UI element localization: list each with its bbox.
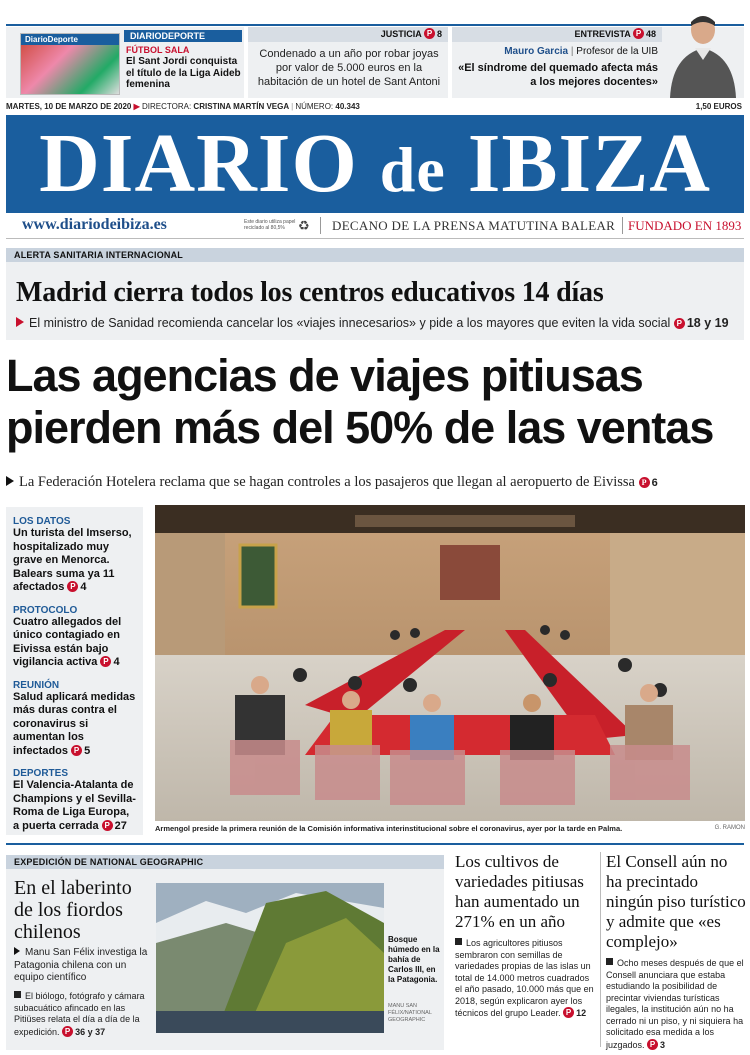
bullet-icon xyxy=(14,991,21,998)
bullet-icon xyxy=(455,938,462,945)
founded: FUNDADO EN 1893 xyxy=(628,218,742,233)
promo-justicia[interactable] xyxy=(248,27,448,98)
brief-text: Salud aplicará medidas más duras contra el coronavirus si aumentan los infectados xyxy=(13,690,136,757)
alert-subhead xyxy=(16,316,729,330)
natgeo-text-block xyxy=(14,991,154,1038)
cultivos-story[interactable] xyxy=(455,852,595,1020)
deporte-headline: El Sant Jordi conquista el título de la Liga Aideb femenina xyxy=(126,56,241,90)
arrow-icon xyxy=(6,476,14,486)
natgeo-sub-text: Manu San Félix investiga la Patagonia chilena con un equipo científico xyxy=(14,947,148,983)
entrevista-byline: Mauro Garcia | Profesor de la UIB xyxy=(504,46,658,57)
brief-page: 27 xyxy=(114,819,127,832)
entrevista-section-label: ENTREVISTA xyxy=(574,29,631,39)
section-divider xyxy=(6,843,744,845)
cultivos-headline: Los cultivos de variedades pitiusas han aumentado un 271% en un año xyxy=(455,852,584,931)
main-photo[interactable] xyxy=(155,505,745,821)
natgeo-block[interactable] xyxy=(6,855,444,1050)
deporte-category: FÚTBOL SALA xyxy=(126,45,190,55)
masthead-title xyxy=(6,117,744,213)
masthead-title-c: IBIZA xyxy=(467,117,711,210)
edition-date: MARTES, 10 DE MARZO DE 2020 xyxy=(6,102,132,111)
column-divider xyxy=(600,852,601,1047)
natgeo-pages: 36 y 37 xyxy=(75,1026,106,1037)
masthead-title-a: DIARIO xyxy=(39,117,358,210)
brief-item[interactable] xyxy=(13,605,136,670)
dateline: MARTES, 10 DE MARZO DE 2020 ▶ DIRECTORA: CRISTINA MARTÍN VEGA | NÚMERO: 40.343 1,50 EUROS xyxy=(6,102,742,111)
promo-entrevista[interactable] xyxy=(452,27,744,98)
justicia-text: Condenado a un año por robar joyas por valor de 5.000 euros en la habitación de un hotel de Sant Antoni xyxy=(257,48,441,88)
bullet-icon xyxy=(606,958,613,965)
lead-subhead xyxy=(6,474,746,491)
recycle-icon: ♻ xyxy=(298,218,310,233)
brief-text: El Valencia-Atalanta de Champions y el Sevilla-Roma de Liga Europa, a puerta cerrada xyxy=(13,779,136,832)
tagline: DECANO DE LA PRENSA MATUTINA BALEAR xyxy=(332,218,616,233)
alert-pages: 18 y 19 xyxy=(686,316,729,330)
brief-text: Cuatro allegados del único contagiado en Eivissa están bajo vigilancia activa xyxy=(13,615,122,668)
promo-deporte[interactable] xyxy=(6,27,244,98)
lead-headline-line2: pierden más del 50% de las ventas xyxy=(6,402,714,453)
deporte-thumb-label: DiarioDeporte xyxy=(21,34,119,45)
brief-page: 4 xyxy=(113,656,120,668)
deporte-thumbnail xyxy=(20,33,120,95)
photo-caption xyxy=(155,824,745,833)
website-link[interactable]: www.diariodeibiza.es xyxy=(22,216,167,233)
natgeo-photo-caption: Bosque húmedo en la bahía de Carlos III, en la Patagonia. xyxy=(388,935,440,984)
arrow-icon xyxy=(16,317,24,327)
price: 1,50 EUROS xyxy=(695,102,742,111)
consell-headline: El Consell aún no ha precintado ningún piso turístico y admite que «es complejo» xyxy=(606,852,746,951)
natgeo-subhead xyxy=(14,947,154,985)
divider xyxy=(622,217,623,234)
natgeo-section-label: EXPEDICIÓN DE NATIONAL GEOGRAPHIC xyxy=(6,855,444,869)
brief-category: DEPORTES xyxy=(13,768,69,779)
arrow-icon xyxy=(14,947,20,955)
page-icon: P xyxy=(647,1039,658,1050)
director-name: CRISTINA MARTÍN VEGA xyxy=(193,102,289,111)
brief-category: PROTOCOLO xyxy=(13,604,78,616)
natgeo-text: El biólogo, fotógrafo y cámara subacuático afincado en las Pitiüses relata el día a día de la expedición. xyxy=(14,991,145,1037)
consell-text: Ocho meses después de que el Consell anunciara que estaba estudiando la posibilidad de precintar viviendas turísticas ilegales, la institución aún no ha cerrado ni un piso, y ni siquiera ha solicitado esa medida a los juzgados. xyxy=(606,958,744,1050)
entrevista-portrait xyxy=(662,8,744,98)
alert-block[interactable] xyxy=(6,248,744,340)
brief-page: 5 xyxy=(84,744,91,757)
masthead-title-b: de xyxy=(379,134,446,205)
natgeo-photo-credit: MANU SAN FÉLIX/NATIONAL GEOGRAPHIC xyxy=(388,1003,432,1023)
page-icon: P xyxy=(102,820,113,831)
consell-page: 3 xyxy=(660,1039,666,1050)
lead-sub-text: La Federación Hotelera reclama que se hagan controles a los pasajeros que llegan al aeropuerto de Eivissa xyxy=(19,474,635,490)
justicia-page: 8 xyxy=(436,29,442,39)
director-label: DIRECTORA: xyxy=(141,102,192,111)
lead-headline-line1: Las agencias de viajes pitiusas xyxy=(6,350,643,401)
page-icon: P xyxy=(633,28,644,39)
alert-section-label: ALERTA SANITARIA INTERNACIONAL xyxy=(6,248,744,262)
recycled-note: Este diario utiliza papel reciclado al 80,5% xyxy=(244,219,296,231)
lead-page: 6 xyxy=(651,477,658,489)
brief-item[interactable] xyxy=(13,680,136,759)
page-icon: P xyxy=(100,656,111,667)
page-icon: P xyxy=(639,477,650,488)
brief-item[interactable] xyxy=(13,768,136,833)
entrevista-header xyxy=(452,27,662,42)
entrevista-name: Mauro Garcia xyxy=(504,46,569,57)
divider xyxy=(320,217,321,234)
entrevista-role: Profesor de la UIB xyxy=(576,46,658,57)
cultivos-text: Los agricultores pitiusos sembraron con semillas de variedades propias de las islas un total de 14.000 metros cuadrados el año pasado, 10.000 más que en 2018, según explicaron ayer los técnicos del grupo Leader. xyxy=(455,938,594,1018)
brief-text: Un turista del Imserso, hospitalizado muy grave en Menorca. Balears suma ya 11 afectados xyxy=(13,527,132,593)
consell-story[interactable] xyxy=(606,852,746,1051)
natgeo-photo[interactable] xyxy=(156,883,384,1033)
lead-headline[interactable] xyxy=(6,350,746,454)
page-icon: P xyxy=(62,1026,73,1037)
alert-headline: Madrid cierra todos los centros educativos 14 días xyxy=(16,277,604,308)
masthead-subline xyxy=(6,215,744,239)
issue-number-label: NÚMERO: xyxy=(295,102,334,111)
entrevista-page: 48 xyxy=(645,29,656,39)
photo-credit: G. RAMON xyxy=(714,825,745,831)
page-icon: P xyxy=(563,1007,574,1018)
consell-text-block xyxy=(606,958,746,1051)
page-icon: P xyxy=(67,581,78,592)
masthead[interactable] xyxy=(6,115,744,213)
brief-category: REUNIÓN xyxy=(13,679,60,691)
justicia-header xyxy=(248,27,448,42)
entrevista-quote: «El síndrome del quemado afecta más a los mejores docentes» xyxy=(458,62,658,88)
brief-item[interactable] xyxy=(13,516,136,595)
page-icon: P xyxy=(71,745,82,756)
brief-category: LOS DATOS xyxy=(13,516,71,527)
photo-caption-text: Armengol preside la primera reunión de la Comisión informativa interinstitucional sobre el coronavirus, ayer por la tarde en Palma. xyxy=(155,824,623,833)
cultivos-page: 12 xyxy=(576,1008,587,1018)
alert-sub-text: El ministro de Sanidad recomienda cancelar los «viajes innecesarios» y pide a los mayores que eviten la vida social xyxy=(29,316,671,330)
brief-sidebar xyxy=(6,507,143,835)
page-icon: P xyxy=(674,318,685,329)
page-icon: P xyxy=(424,28,435,39)
cultivos-text-block xyxy=(455,938,595,1020)
deporte-section-label: DIARIODEPORTE xyxy=(124,30,242,42)
issue-number: 40.343 xyxy=(335,102,360,111)
justicia-section-label: JUSTICIA xyxy=(380,29,422,39)
top-separator xyxy=(6,24,744,26)
brief-page: 4 xyxy=(80,581,87,593)
natgeo-headline: En el laberinto de los fiordos chilenos xyxy=(14,877,132,943)
